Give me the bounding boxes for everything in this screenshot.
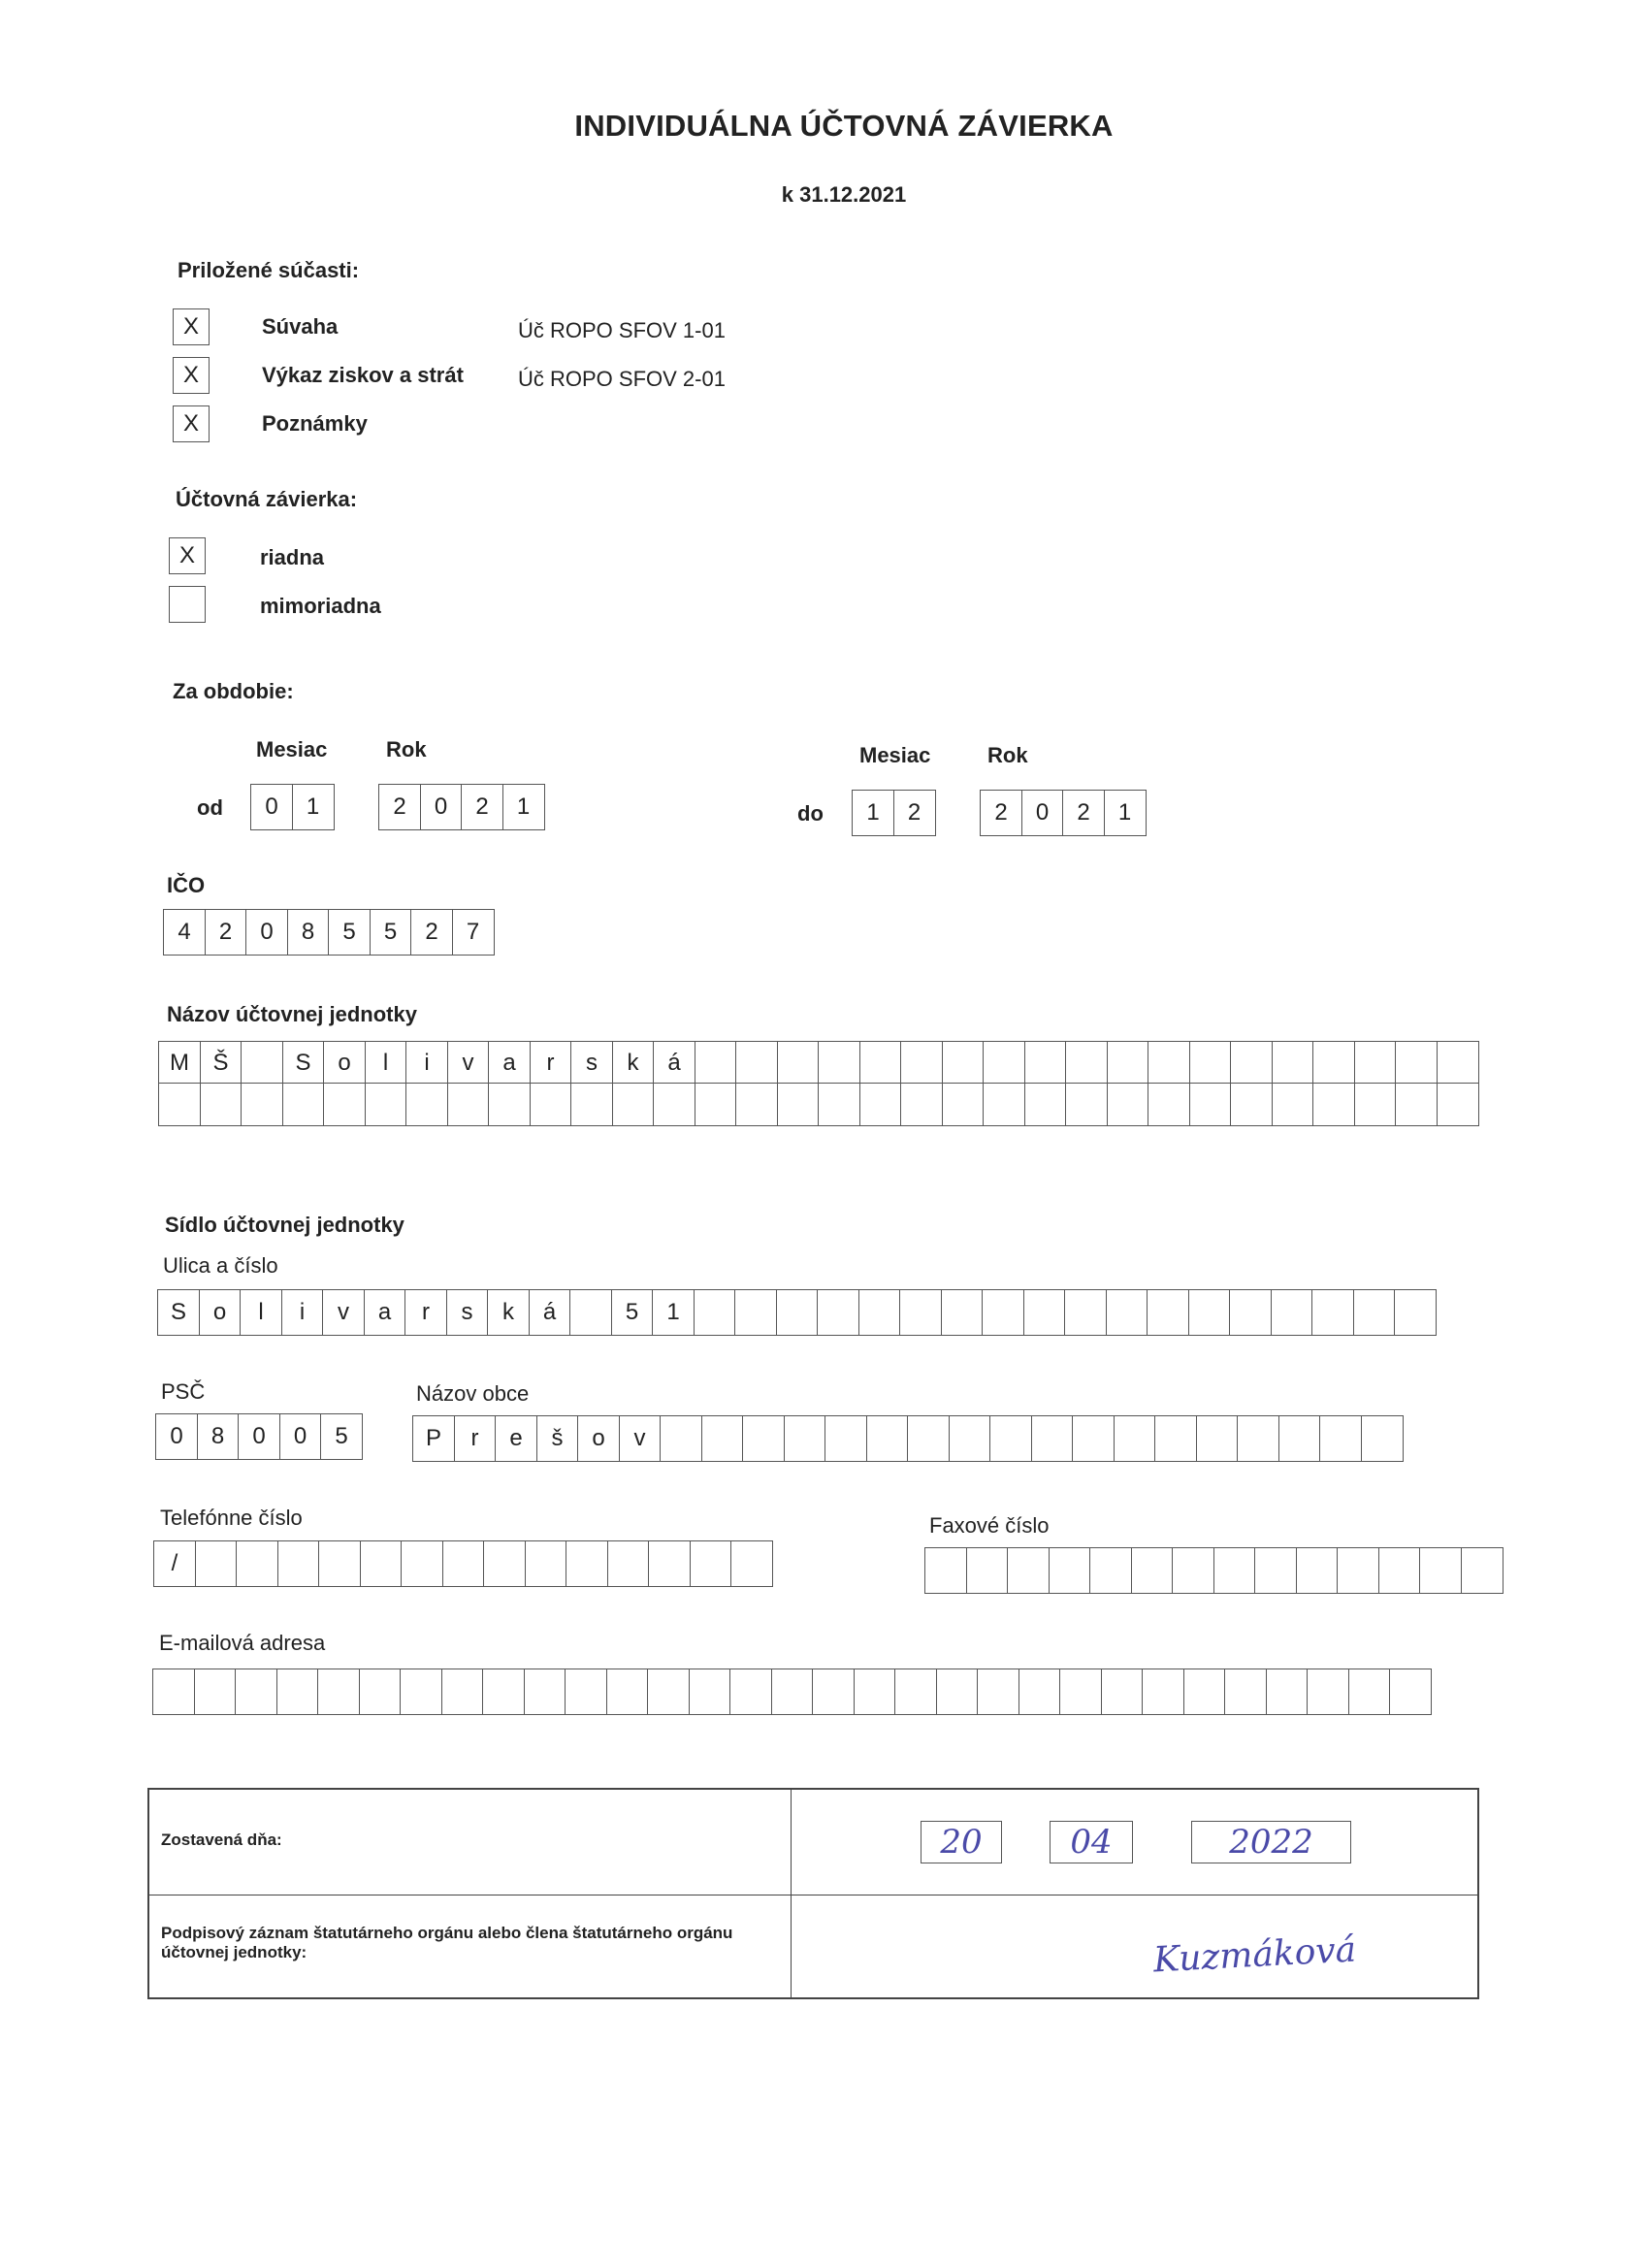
- char-box[interactable]: i: [405, 1041, 448, 1085]
- char-box[interactable]: [1312, 1041, 1355, 1085]
- char-box[interactable]: a: [364, 1289, 406, 1336]
- city-boxes[interactable]: [412, 1415, 1404, 1462]
- char-box[interactable]: [982, 1289, 1024, 1336]
- char-box[interactable]: a: [488, 1041, 531, 1085]
- char-box[interactable]: [441, 1669, 484, 1715]
- closing-option-label: riadna: [260, 545, 325, 569]
- char-box[interactable]: 0: [155, 1413, 198, 1460]
- char-box[interactable]: [152, 1669, 195, 1715]
- report-date: k 31.12.2021: [781, 182, 907, 207]
- char-box[interactable]: [1237, 1415, 1279, 1462]
- char-box[interactable]: š: [536, 1415, 579, 1462]
- attachment-checkbox[interactable]: X: [173, 357, 210, 394]
- char-box[interactable]: 4: [163, 909, 206, 956]
- char-box[interactable]: [1059, 1669, 1102, 1715]
- char-box[interactable]: [236, 1540, 278, 1587]
- char-box[interactable]: [1018, 1669, 1061, 1715]
- char-box[interactable]: l: [365, 1041, 407, 1085]
- char-box[interactable]: [859, 1041, 902, 1085]
- char-box[interactable]: [282, 1083, 325, 1126]
- char-box[interactable]: [1142, 1669, 1184, 1715]
- char-box[interactable]: [771, 1669, 814, 1715]
- char-box[interactable]: [1389, 1669, 1432, 1715]
- char-box[interactable]: [565, 1669, 607, 1715]
- street-label: Ulica a číslo: [163, 1253, 278, 1278]
- char-box[interactable]: [1394, 1289, 1437, 1336]
- char-box[interactable]: [817, 1289, 859, 1336]
- char-box[interactable]: 1: [1104, 790, 1147, 836]
- char-box[interactable]: 5: [328, 909, 371, 956]
- char-box[interactable]: [1106, 1289, 1148, 1336]
- char-box[interactable]: [241, 1083, 283, 1126]
- char-box[interactable]: 1: [502, 784, 545, 830]
- char-box[interactable]: [900, 1041, 943, 1085]
- char-box[interactable]: [1189, 1083, 1232, 1126]
- char-box[interactable]: i: [281, 1289, 324, 1336]
- char-box[interactable]: Š: [200, 1041, 242, 1085]
- char-box[interactable]: á: [529, 1289, 571, 1336]
- char-box[interactable]: o: [577, 1415, 620, 1462]
- char-box[interactable]: [735, 1083, 778, 1126]
- char-box[interactable]: [1319, 1415, 1362, 1462]
- closing-checkbox[interactable]: X: [169, 537, 206, 574]
- name-row-1[interactable]: [158, 1041, 1479, 1085]
- char-box[interactable]: [695, 1041, 737, 1085]
- char-box[interactable]: [1312, 1083, 1355, 1126]
- char-box[interactable]: [1148, 1041, 1190, 1085]
- char-box[interactable]: [200, 1083, 242, 1126]
- char-box[interactable]: [776, 1289, 819, 1336]
- ico-boxes[interactable]: [163, 909, 495, 956]
- char-box[interactable]: [1024, 1041, 1067, 1085]
- char-box[interactable]: S: [282, 1041, 325, 1085]
- char-box[interactable]: [1189, 1041, 1232, 1085]
- char-box[interactable]: [858, 1289, 901, 1336]
- compiled-month[interactable]: 04: [1050, 1821, 1133, 1863]
- char-box[interactable]: [400, 1669, 442, 1715]
- char-box[interactable]: [401, 1540, 443, 1587]
- attachment-label: Súvaha: [262, 314, 339, 339]
- from-year-boxes[interactable]: [378, 784, 545, 830]
- signature-label: Podpisový záznam štatutárneho orgánu alebo člena štatutárneho orgánu účtovnej jednotky:: [161, 1924, 733, 1961]
- char-box[interactable]: [317, 1669, 360, 1715]
- char-box[interactable]: [1065, 1083, 1108, 1126]
- char-box[interactable]: v: [322, 1289, 365, 1336]
- char-box[interactable]: e: [495, 1415, 537, 1462]
- char-box[interactable]: [1024, 1083, 1067, 1126]
- char-box[interactable]: [1348, 1669, 1391, 1715]
- to-month-label: Mesiac: [859, 743, 931, 767]
- to-label: do: [797, 801, 824, 826]
- char-box[interactable]: [1437, 1083, 1479, 1126]
- char-box[interactable]: [1353, 1289, 1396, 1336]
- char-box[interactable]: [1378, 1547, 1421, 1594]
- char-box[interactable]: [1272, 1041, 1314, 1085]
- char-box[interactable]: 0: [1021, 790, 1064, 836]
- char-box[interactable]: [488, 1083, 531, 1126]
- char-box[interactable]: [924, 1547, 967, 1594]
- char-box[interactable]: 7: [452, 909, 495, 956]
- char-box[interactable]: [1296, 1547, 1339, 1594]
- char-box[interactable]: [690, 1540, 732, 1587]
- char-box[interactable]: 8: [197, 1413, 240, 1460]
- char-box[interactable]: [569, 1289, 612, 1336]
- attachment-checkbox[interactable]: X: [173, 405, 210, 442]
- char-box[interactable]: /: [153, 1540, 196, 1587]
- char-box[interactable]: o: [199, 1289, 242, 1336]
- char-box[interactable]: [1224, 1669, 1267, 1715]
- char-box[interactable]: [949, 1415, 991, 1462]
- char-box[interactable]: [1114, 1415, 1156, 1462]
- char-box[interactable]: [1049, 1547, 1091, 1594]
- char-box[interactable]: [524, 1669, 566, 1715]
- city-label: Názov obce: [416, 1381, 530, 1406]
- char-box[interactable]: [1147, 1289, 1189, 1336]
- char-box[interactable]: [647, 1669, 690, 1715]
- char-box[interactable]: [359, 1669, 402, 1715]
- fax-label: Faxové číslo: [929, 1513, 1050, 1538]
- char-box[interactable]: [777, 1083, 820, 1126]
- char-box[interactable]: [701, 1415, 744, 1462]
- char-box[interactable]: [983, 1041, 1025, 1085]
- char-box[interactable]: [1272, 1083, 1314, 1126]
- closing-option-label: mimoriadna: [260, 594, 381, 618]
- compiled-year[interactable]: 2022: [1191, 1821, 1351, 1863]
- char-box[interactable]: 1: [292, 784, 335, 830]
- char-box[interactable]: [824, 1415, 867, 1462]
- char-box[interactable]: 0: [279, 1413, 322, 1460]
- char-box[interactable]: [1007, 1547, 1050, 1594]
- from-month-boxes[interactable]: [250, 784, 335, 830]
- char-box[interactable]: P: [412, 1415, 455, 1462]
- street-boxes[interactable]: [157, 1289, 1437, 1336]
- attachment-code: Úč ROPO SFOV 1-01: [518, 318, 726, 342]
- char-box[interactable]: [812, 1669, 855, 1715]
- char-box[interactable]: 2: [378, 784, 421, 830]
- char-box[interactable]: [1188, 1289, 1231, 1336]
- char-box[interactable]: 2: [410, 909, 453, 956]
- char-box[interactable]: [1437, 1041, 1479, 1085]
- char-box[interactable]: [730, 1540, 773, 1587]
- char-box[interactable]: [1278, 1415, 1321, 1462]
- page-title: INDIVIDUÁLNA ÚČTOVNÁ ZÁVIERKA: [574, 109, 1114, 143]
- char-box[interactable]: [942, 1083, 985, 1126]
- char-box[interactable]: [1072, 1415, 1115, 1462]
- char-box[interactable]: [365, 1083, 407, 1126]
- signature-table: [147, 1788, 1479, 1999]
- char-box[interactable]: [1148, 1083, 1190, 1126]
- attachments-heading: Priložené súčasti:: [178, 258, 360, 282]
- char-box[interactable]: [1395, 1041, 1438, 1085]
- char-box[interactable]: [1337, 1547, 1379, 1594]
- char-box[interactable]: [989, 1415, 1032, 1462]
- char-box[interactable]: 2: [980, 790, 1022, 836]
- from-month-label: Mesiac: [256, 737, 328, 761]
- char-box[interactable]: [194, 1669, 237, 1715]
- char-box[interactable]: 2: [1062, 790, 1105, 836]
- char-box[interactable]: o: [323, 1041, 366, 1085]
- char-box[interactable]: r: [454, 1415, 497, 1462]
- char-box[interactable]: [977, 1669, 1019, 1715]
- char-box[interactable]: [907, 1415, 950, 1462]
- attachment-checkbox[interactable]: X: [173, 308, 210, 345]
- char-box[interactable]: [525, 1540, 567, 1587]
- char-box[interactable]: 2: [893, 790, 936, 836]
- char-box[interactable]: [195, 1540, 238, 1587]
- char-box[interactable]: [447, 1083, 490, 1126]
- char-box[interactable]: [606, 1669, 649, 1715]
- char-box[interactable]: [866, 1415, 909, 1462]
- char-box[interactable]: [1254, 1547, 1297, 1594]
- char-box[interactable]: r: [404, 1289, 447, 1336]
- char-box[interactable]: [742, 1415, 785, 1462]
- to-year-boxes[interactable]: [980, 790, 1147, 836]
- char-box[interactable]: [235, 1669, 277, 1715]
- phone-label: Telefónne číslo: [160, 1506, 303, 1530]
- char-box[interactable]: 2: [205, 909, 247, 956]
- char-box[interactable]: [734, 1289, 777, 1336]
- char-box[interactable]: s: [446, 1289, 489, 1336]
- char-box[interactable]: 0: [238, 1413, 280, 1460]
- char-box[interactable]: 5: [611, 1289, 654, 1336]
- char-box[interactable]: [1266, 1669, 1309, 1715]
- to-year-label: Rok: [987, 743, 1028, 767]
- char-box[interactable]: [695, 1083, 737, 1126]
- char-box[interactable]: [1230, 1083, 1273, 1126]
- char-box[interactable]: [729, 1669, 772, 1715]
- char-box[interactable]: v: [619, 1415, 662, 1462]
- char-box[interactable]: [1031, 1415, 1074, 1462]
- attachment-label: Výkaz ziskov a strát: [262, 363, 464, 387]
- char-box[interactable]: [1065, 1041, 1108, 1085]
- char-box[interactable]: [854, 1669, 896, 1715]
- compiled-day[interactable]: 20: [921, 1821, 1002, 1863]
- email-boxes[interactable]: [152, 1669, 1432, 1715]
- char-box[interactable]: [1419, 1547, 1462, 1594]
- char-box[interactable]: M: [158, 1041, 201, 1085]
- char-box[interactable]: k: [487, 1289, 530, 1336]
- seat-label: Sídlo účtovnej jednotky: [165, 1213, 404, 1237]
- char-box[interactable]: [983, 1083, 1025, 1126]
- char-box[interactable]: r: [530, 1041, 572, 1085]
- char-box[interactable]: [1089, 1547, 1132, 1594]
- char-box[interactable]: k: [612, 1041, 655, 1085]
- from-year-label: Rok: [386, 737, 427, 761]
- char-box[interactable]: 5: [370, 909, 412, 956]
- char-box[interactable]: [566, 1540, 608, 1587]
- signature-handwritten[interactable]: Kuzmáková: [1152, 1929, 1358, 1981]
- closing-checkbox[interactable]: [169, 586, 206, 623]
- char-box[interactable]: [318, 1540, 361, 1587]
- char-box[interactable]: [276, 1669, 319, 1715]
- fax-boxes[interactable]: [924, 1547, 1504, 1594]
- name-row-2[interactable]: [158, 1083, 1479, 1126]
- char-box[interactable]: [1307, 1669, 1349, 1715]
- char-box[interactable]: [900, 1083, 943, 1126]
- char-box[interactable]: [1311, 1289, 1354, 1336]
- char-box[interactable]: [936, 1669, 979, 1715]
- char-box[interactable]: 1: [852, 790, 894, 836]
- char-box[interactable]: [1101, 1669, 1144, 1715]
- psc-label: PSČ: [161, 1379, 206, 1404]
- psc-boxes[interactable]: [155, 1413, 363, 1460]
- ico-label: IČO: [167, 873, 206, 897]
- char-box[interactable]: [941, 1289, 984, 1336]
- char-box[interactable]: [1395, 1083, 1438, 1126]
- char-box[interactable]: 2: [461, 784, 503, 830]
- char-box[interactable]: [405, 1083, 448, 1126]
- char-box[interactable]: [818, 1041, 860, 1085]
- compiled-label: Zostavená dňa:: [161, 1831, 282, 1849]
- char-box[interactable]: [1354, 1041, 1397, 1085]
- char-box[interactable]: [1361, 1415, 1404, 1462]
- name-label: Názov účtovnej jednotky: [167, 1002, 417, 1026]
- char-box[interactable]: [777, 1041, 820, 1085]
- char-box[interactable]: s: [570, 1041, 613, 1085]
- char-box[interactable]: [1131, 1547, 1174, 1594]
- char-box[interactable]: [1154, 1415, 1197, 1462]
- char-box[interactable]: [689, 1669, 731, 1715]
- char-box[interactable]: [660, 1415, 702, 1462]
- char-box[interactable]: [323, 1083, 366, 1126]
- char-box[interactable]: [1230, 1041, 1273, 1085]
- char-box[interactable]: S: [157, 1289, 200, 1336]
- char-box[interactable]: [158, 1083, 201, 1126]
- char-box[interactable]: [859, 1083, 902, 1126]
- char-box[interactable]: [1461, 1547, 1504, 1594]
- char-box[interactable]: [694, 1289, 736, 1336]
- char-box[interactable]: 0: [245, 909, 288, 956]
- char-box[interactable]: [966, 1547, 1009, 1594]
- char-box[interactable]: [241, 1041, 283, 1085]
- char-box[interactable]: [1023, 1289, 1066, 1336]
- char-box[interactable]: 5: [320, 1413, 363, 1460]
- char-box[interactable]: [1064, 1289, 1107, 1336]
- char-box[interactable]: [442, 1540, 485, 1587]
- char-box[interactable]: [607, 1540, 650, 1587]
- char-box[interactable]: l: [240, 1289, 282, 1336]
- char-box[interactable]: [818, 1083, 860, 1126]
- char-box[interactable]: [530, 1083, 572, 1126]
- char-box[interactable]: [360, 1540, 403, 1587]
- period-heading: Za obdobie:: [173, 679, 294, 703]
- attachment-label: Poznámky: [262, 411, 368, 436]
- char-box[interactable]: 0: [420, 784, 463, 830]
- char-box[interactable]: [1172, 1547, 1214, 1594]
- char-box[interactable]: [784, 1415, 826, 1462]
- char-box[interactable]: [653, 1083, 695, 1126]
- char-box[interactable]: [1196, 1415, 1239, 1462]
- char-box[interactable]: 0: [250, 784, 293, 830]
- to-month-boxes[interactable]: [852, 790, 936, 836]
- char-box[interactable]: [894, 1669, 937, 1715]
- char-box[interactable]: á: [653, 1041, 695, 1085]
- char-box[interactable]: [482, 1669, 525, 1715]
- char-box[interactable]: [570, 1083, 613, 1126]
- char-box[interactable]: [483, 1540, 526, 1587]
- char-box[interactable]: [1107, 1041, 1149, 1085]
- char-box[interactable]: 8: [287, 909, 330, 956]
- char-box[interactable]: 1: [652, 1289, 695, 1336]
- phone-boxes[interactable]: [153, 1540, 773, 1587]
- char-box[interactable]: [277, 1540, 320, 1587]
- attachment-code: Úč ROPO SFOV 2-01: [518, 367, 726, 391]
- closing-heading: Účtovná závierka:: [176, 487, 358, 511]
- signature-table-divider: [791, 1790, 792, 1997]
- char-box[interactable]: [1271, 1289, 1313, 1336]
- email-label: E-mailová adresa: [159, 1631, 326, 1655]
- char-box[interactable]: [1183, 1669, 1226, 1715]
- char-box[interactable]: [1354, 1083, 1397, 1126]
- char-box[interactable]: [735, 1041, 778, 1085]
- char-box[interactable]: [1107, 1083, 1149, 1126]
- from-label: od: [197, 795, 223, 820]
- char-box[interactable]: [612, 1083, 655, 1126]
- char-box[interactable]: [899, 1289, 942, 1336]
- char-box[interactable]: [1213, 1547, 1256, 1594]
- char-box[interactable]: [648, 1540, 691, 1587]
- char-box[interactable]: v: [447, 1041, 490, 1085]
- char-box[interactable]: [1229, 1289, 1272, 1336]
- char-box[interactable]: [942, 1041, 985, 1085]
